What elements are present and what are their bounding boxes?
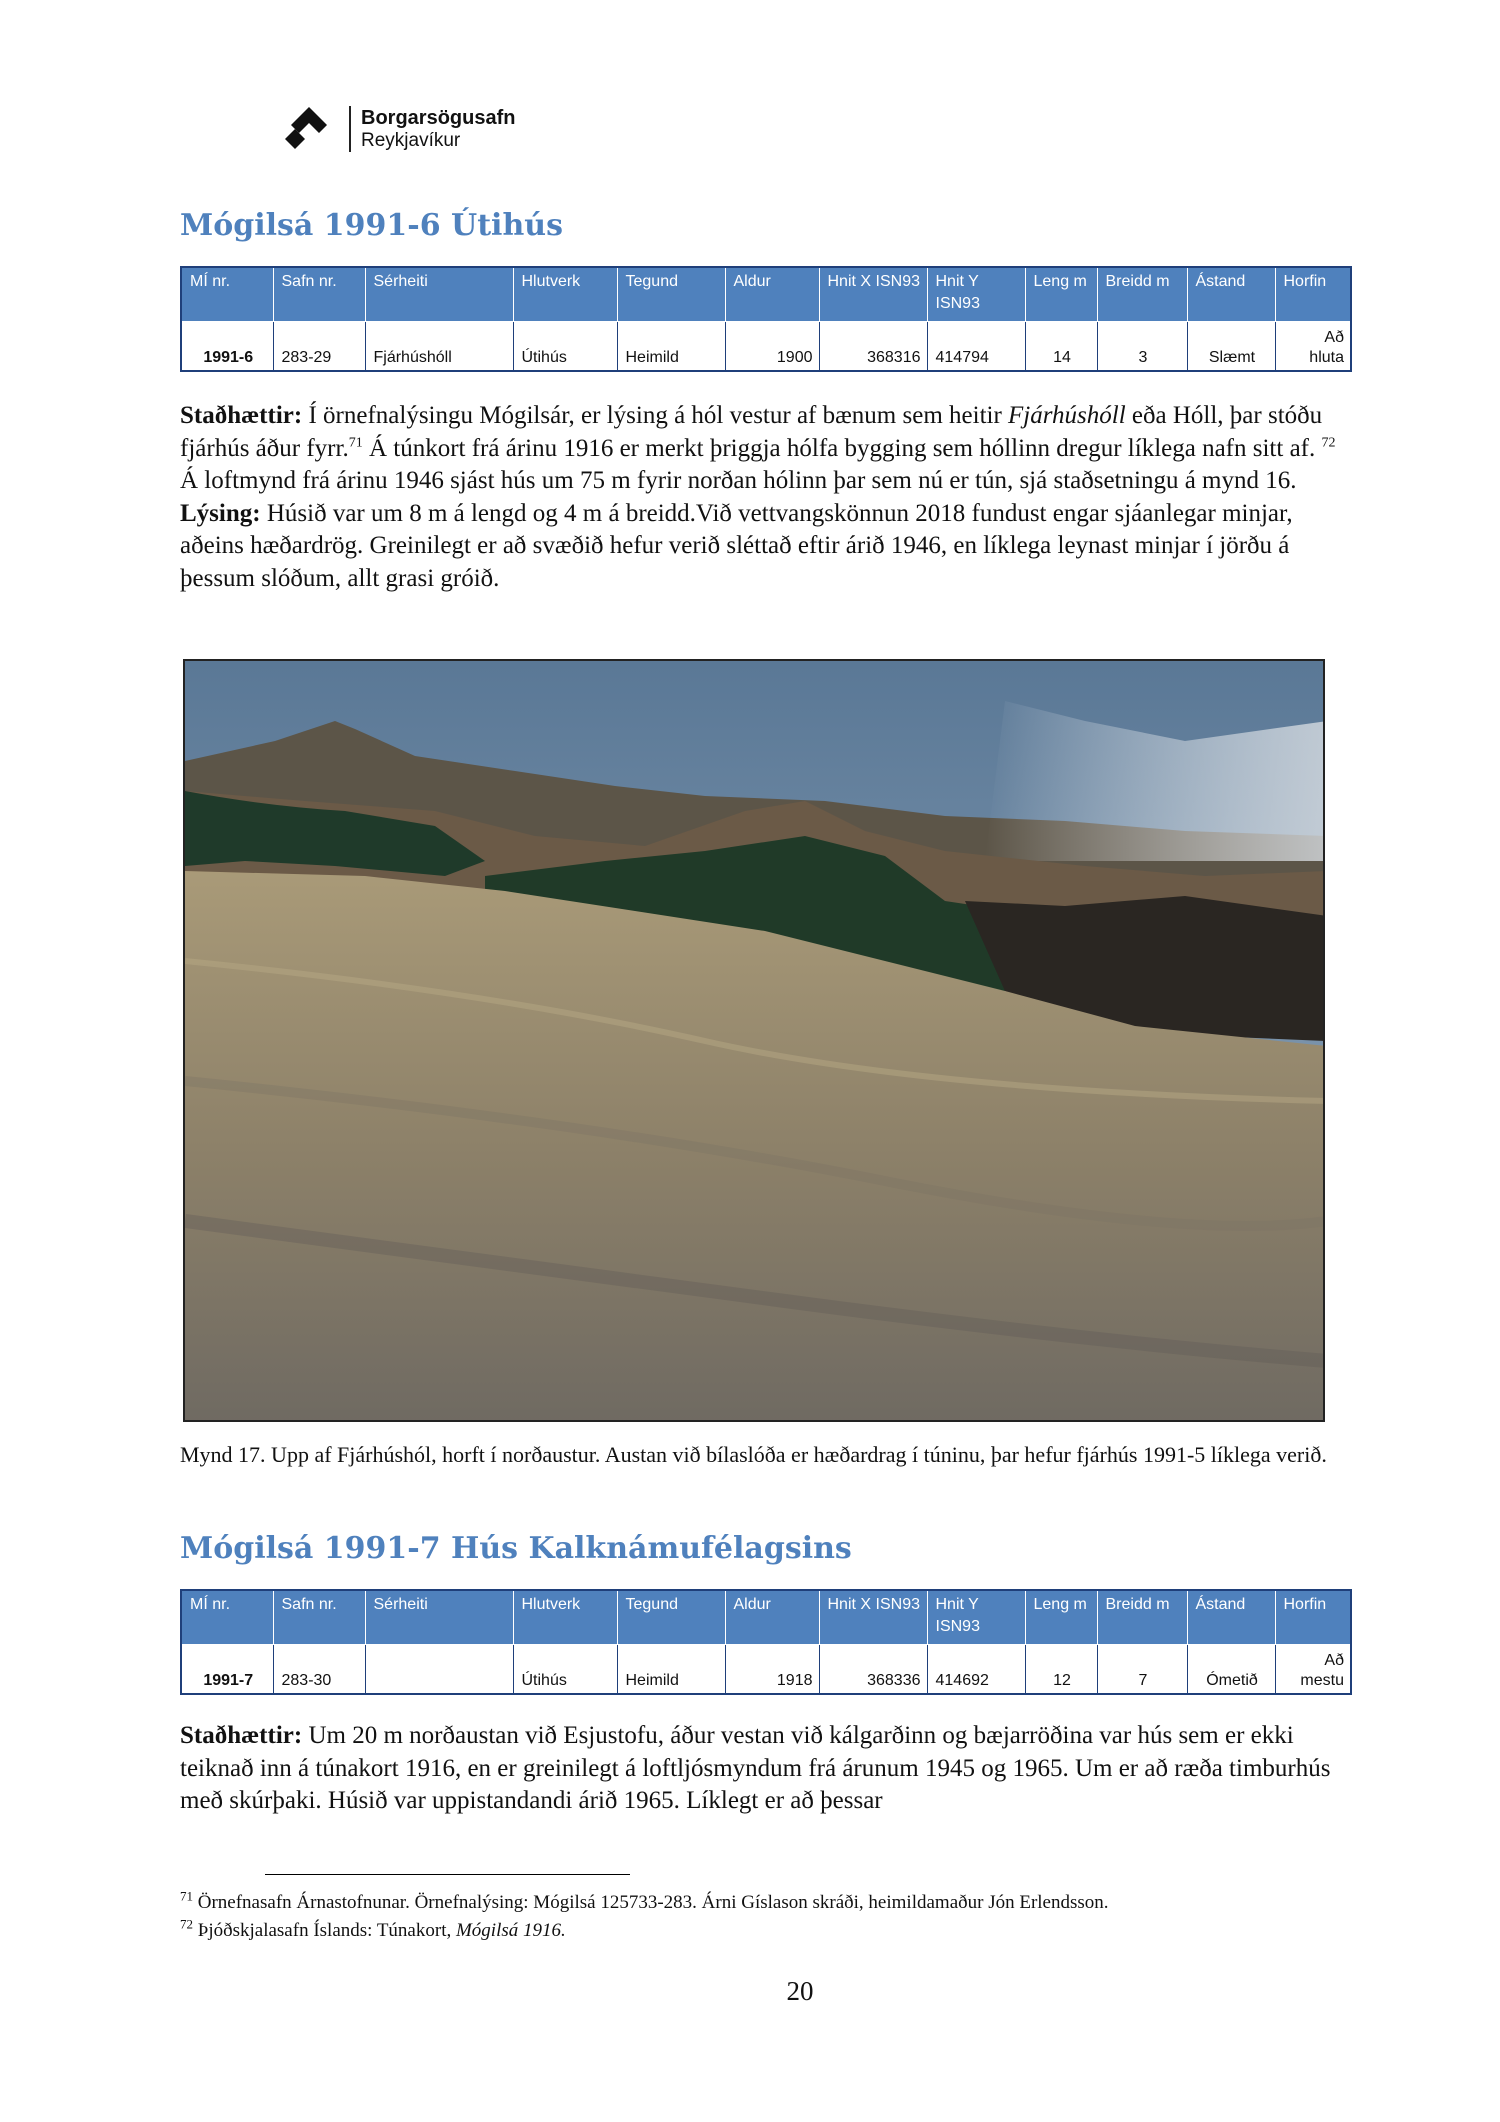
footnote-71: [180, 1889, 1350, 1917]
col-header: Leng m: [1025, 267, 1097, 322]
horfin-line-1: Að: [1324, 1652, 1344, 1669]
col-header: Hlutverk: [513, 1590, 617, 1645]
cell-leng: 12: [1025, 1645, 1097, 1695]
footnote-72: [180, 1917, 1350, 1945]
cell-mi-nr: 1991-6: [181, 322, 273, 372]
col-header: Tegund: [617, 267, 725, 322]
cell-hlutverk: Útihús: [513, 322, 617, 372]
register-table-1991-6: [180, 266, 1352, 372]
footnote-text: Þjóðskjalasafn Íslands: Túnakort,: [193, 1920, 456, 1941]
col-header: Ástand: [1187, 1590, 1275, 1645]
col-header: Sérheiti: [365, 267, 513, 322]
cell-horfin: [1275, 322, 1351, 372]
col-header: Breidd m: [1097, 267, 1187, 322]
footnote-text: Örnefnasafn Árnastofnunar. Örnefnalýsing: Mógilsá 125733-283. Árni Gíslason skráði, heimildamaður Jón Erlendsson.: [193, 1892, 1109, 1913]
stadhaettir-paragraph-1991-7: [180, 1720, 1350, 1818]
cell-leng: 14: [1025, 322, 1097, 372]
cell-safn-nr: 283-29: [273, 322, 365, 372]
table-row: [181, 322, 1351, 372]
text-run: Á túnkort frá árinu 1916 er merkt þriggja hólfa bygging sem hóllinn dregur líklega nafn sitt af.: [362, 434, 1322, 462]
col-header: Hlutverk: [513, 267, 617, 322]
col-header: Aldur: [725, 267, 819, 322]
cell-hlutverk: Útihús: [513, 1645, 617, 1695]
table-row: [181, 1645, 1351, 1695]
section-heading-1991-7: Mógilsá 1991-7 Hús Kalknámufélagsins: [180, 1531, 852, 1566]
text-run: Á loftmynd frá árinu 1946 sjást hús um 75 m fyrir norðan hólinn þar sem nú er tún, sjá staðsetningu á mynd 16.: [180, 467, 1297, 494]
cell-aldur: 1900: [725, 322, 819, 372]
museum-logo: [283, 103, 515, 155]
col-header: Hnit Y ISN93: [927, 267, 1025, 322]
text-run: Húsið var um 8 m á lengd og 4 m á breidd.Við vettvangskönnun 2018 fundust engar sjáanlegar minjar, aðeins hæðardrög. Greinilegt er að svæðið hefur verið sléttað eftir árið 1946, en líklega leynast minjar í jörðu á þessum slóðum, allt grasi gróið.: [180, 499, 1293, 592]
horfin-line-1: Að: [1324, 329, 1344, 346]
logo-name: Borgarsögusafn: [361, 106, 516, 129]
col-header: MÍ nr.: [181, 1590, 273, 1645]
landscape-photo-illustration: [185, 661, 1325, 1422]
stadhaettir-paragraph-1991-6: [180, 400, 1350, 498]
lysing-paragraph-1991-6: [180, 498, 1350, 596]
page-number: 20: [786, 1976, 814, 2006]
stadhaettir-label: Staðhættir:: [180, 402, 303, 429]
lysing-label: Lýsing:: [180, 499, 261, 527]
col-header: Ástand: [1187, 267, 1275, 322]
logo-subtitle: Reykjavíkur: [361, 129, 461, 151]
footnote-ref-72[interactable]: 72: [1321, 435, 1336, 451]
cell-safn-nr: 283-30: [273, 1645, 365, 1695]
footnote-ref-71[interactable]: 71: [348, 435, 363, 451]
col-header: Safn nr.: [273, 1590, 365, 1645]
place-name-italic: Fjárhúshóll: [1008, 402, 1126, 429]
col-header: Hnit X ISN93: [819, 267, 927, 322]
cell-serheiti: [365, 1645, 513, 1695]
horfin-line-2: mestu: [1300, 1672, 1344, 1689]
cell-tegund: Heimild: [617, 322, 725, 372]
col-header: Breidd m: [1097, 1590, 1187, 1645]
cell-mi-nr: 1991-7: [181, 1645, 273, 1695]
col-header: Hnit Y ISN93: [927, 1590, 1025, 1645]
col-header: Aldur: [725, 1590, 819, 1645]
col-header: Horfin: [1275, 267, 1351, 322]
cell-tegund: Heimild: [617, 1645, 725, 1695]
logo-chevron-icon: [283, 107, 335, 151]
col-header: Tegund: [617, 1590, 725, 1645]
cell-astand: Slæmt: [1187, 322, 1275, 372]
footnote-italic: Mógilsá 1916.: [455, 1920, 566, 1941]
cell-hnit-y: 414692: [927, 1645, 1025, 1695]
cell-breidd: 3: [1097, 322, 1187, 372]
cell-aldur: 1918: [725, 1645, 819, 1695]
photo-caption: Mynd 17. Upp af Fjárhúshól, horft í norðaustur. Austan við bílaslóða er hæðardrag í túninu, þar hefur fjárhús 1991-5 líklega verið.: [180, 1442, 1327, 1467]
cell-hnit-x: 368336: [819, 1645, 927, 1695]
col-header: Leng m: [1025, 1590, 1097, 1645]
footnote-number: 71: [180, 1888, 193, 1904]
landscape-photo: [183, 659, 1325, 1422]
cell-hnit-x: 368316: [819, 322, 927, 372]
register-table-1991-7: [180, 1589, 1352, 1695]
col-header: Horfin: [1275, 1590, 1351, 1645]
col-header: Hnit X ISN93: [819, 1590, 927, 1645]
cell-hnit-y: 414794: [927, 322, 1025, 372]
col-header: MÍ nr.: [181, 267, 273, 322]
stadhaettir-label: Staðhættir:: [180, 1722, 303, 1749]
cell-horfin: [1275, 1645, 1351, 1695]
section-heading-1991-6: Mógilsá 1991-6 Útihús: [180, 208, 563, 243]
horfin-line-2: hluta: [1309, 349, 1344, 366]
table-header-row: [181, 267, 1351, 322]
footnote-number: 72: [180, 1916, 193, 1932]
col-header: Sérheiti: [365, 1590, 513, 1645]
cell-serheiti: Fjárhúshóll: [365, 322, 513, 372]
cell-astand: Ómetið: [1187, 1645, 1275, 1695]
cell-breidd: 7: [1097, 1645, 1187, 1695]
col-header: Safn nr.: [273, 267, 365, 322]
logo-divider: [349, 106, 351, 152]
text-run: Í örnefnalýsingu Mógilsár, er lýsing á hól vestur af bænum sem heitir: [302, 402, 1009, 429]
text-run: eða Hóll, þar stóðu fjárhús áður fyrr.: [180, 402, 1323, 462]
text-run: Um 20 m norðaustan við Esjustofu, áður vestan við kálgarðinn og bæjarröðina var hús sem er ekki teiknað inn á túnakort 1916, en er greinilegt á loftljósmyndum frá árunum 1945 og 1965. Um er að ræða timburhús með skúrþaki. Húsið var uppistandandi árið 1965. Líklegt er að þessar: [180, 1722, 1331, 1814]
table-header-row: [181, 1590, 1351, 1645]
footnote-separator: [265, 1874, 630, 1875]
